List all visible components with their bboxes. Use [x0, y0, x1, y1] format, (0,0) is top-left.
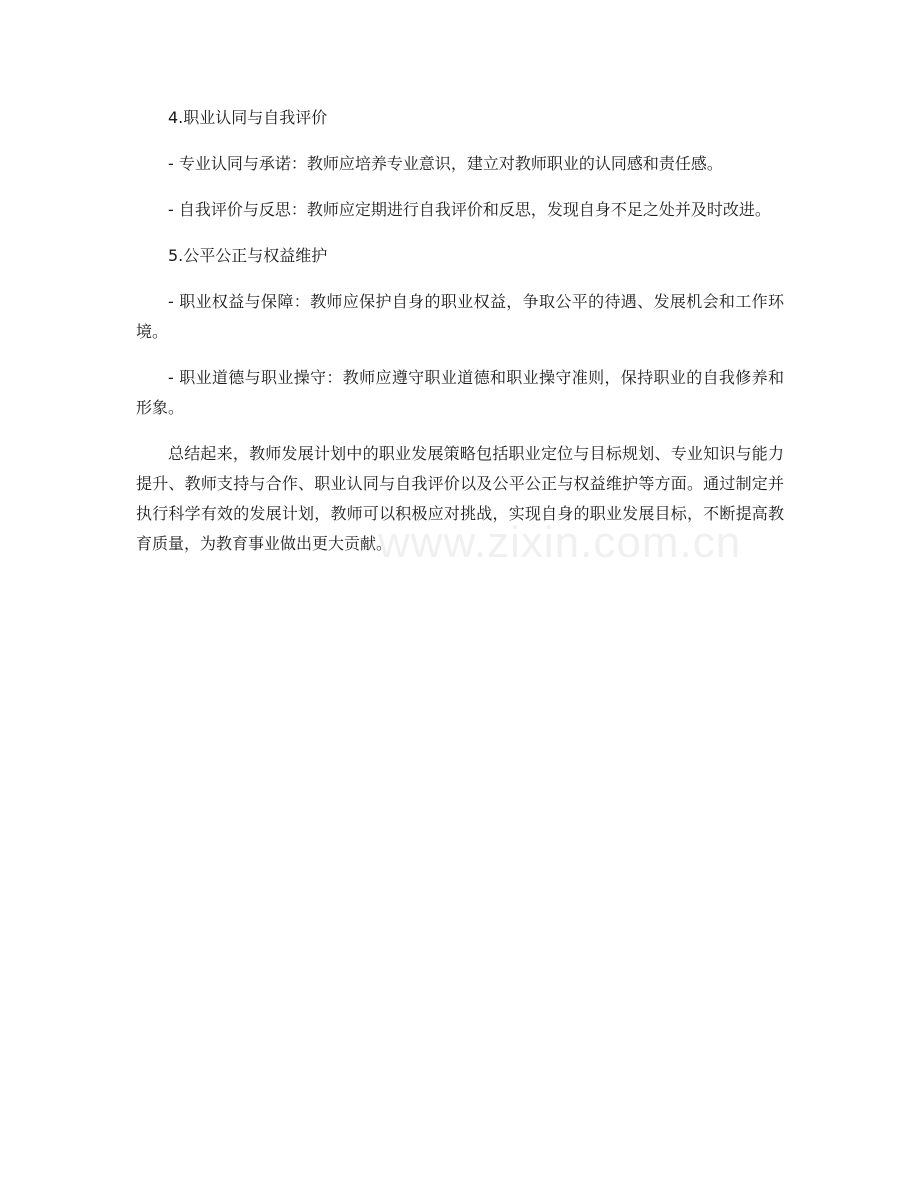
summary-paragraph: 总结起来，教师发展计划中的职业发展策略包括职业定位与目标规划、专业知识与能力提升、教师支持与合作、职业认同与自我评价以及公平公正与权益维护等方面。通过制定并执行科学有效的发展计划，教师可以积极应对挑战，实现自身的职业发展目标，不断提高教育质量，为教育事业做出更大贡献。 [136, 444, 784, 553]
bullet-professional-identity-commitment: - 专业认同与承诺：教师应培养专业意识，建立对教师职业的认同感和责任感。 [168, 154, 723, 173]
bullet-professional-ethics-conduct: - 职业道德与职业操守：教师应遵守职业道德和职业操守准则，保持职业的自我修养和形象。 [136, 368, 784, 417]
section-heading-fairness-rights: 5.公平公正与权益维护 [168, 246, 328, 265]
bullet-professional-rights-protection: - 职业权益与保障：教师应保护自身的职业权益，争取公平的待遇、发展机会和工作环境。 [136, 292, 784, 341]
bullet-self-evaluation-reflection: - 自我评价与反思：教师应定期进行自我评价和反思，发现自身不足之处并及时改进。 [168, 200, 771, 219]
section-heading-professional-identity: 4.职业认同与自我评价 [168, 108, 328, 127]
watermark: www.zixin.com.cn [378, 518, 742, 567]
document-body [136, 103, 784, 575]
